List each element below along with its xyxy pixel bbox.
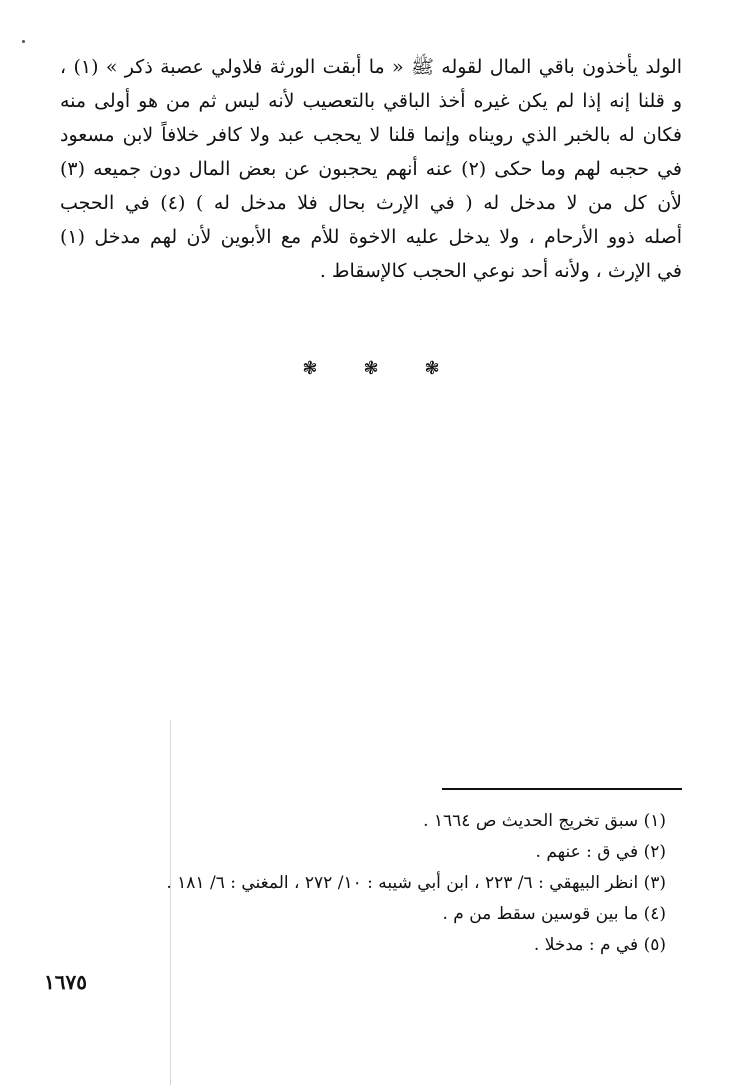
- body-line: فكان له بالخبر الذي رويناه وإنما قلنا لا يحجب عبد ولا كافر خلافاً لابن مسعود: [60, 124, 682, 146]
- body-line: الولد يأخذون باقي المال لقوله ﷺ « ما أبقت الورثة فلاولي عصبة ذكر » (١) ،: [60, 56, 682, 78]
- footnote-divider: [442, 788, 682, 790]
- footnote: (١) سبق تخريج الحديث ص ١٦٦٤ .: [423, 811, 666, 831]
- body-line: و قلنا إنه إذا لم يكن غيره أخذ الباقي بالتعصيب لأنه ليس ثم من هو أولى منه: [60, 90, 682, 112]
- asterism-icon: ❃: [302, 358, 318, 379]
- main-text: [60, 50, 682, 379]
- scan-speck: [22, 40, 25, 43]
- body-line: لأن كل من لا مدخل له ( في الإرث بحال فلا مدخل له ) (٤) في الحجب: [60, 192, 682, 214]
- asterism-icon: ❃: [363, 358, 379, 379]
- asterism-icon: ❃: [424, 358, 440, 379]
- footnote: (٤) ما بين قوسين سقط من م .: [442, 904, 666, 924]
- footnote: (٢) في ق : عنهم .: [535, 842, 666, 862]
- footnotes: [80, 806, 666, 961]
- body-line: في الإرث ، ولأنه أحد نوعي الحجب كالإسقاط .: [319, 260, 682, 282]
- footnote: (٣) انظر البيهقي : ٦/ ٢٢٣ ، ابن أبي شيبه : ١٠/ ٢٧٢ ، المغني : ٦/ ١٨١ .: [166, 873, 666, 893]
- body-line: أصله ذوو الأرحام ، ولا يدخل عليه الاخوة للأم مع الأبوين لأن لهم مدخل (١): [60, 226, 682, 248]
- section-separator: [60, 358, 682, 379]
- page-number: ١٦٧٥: [44, 970, 87, 994]
- footnote: (٥) في م : مدخلا .: [533, 935, 666, 955]
- body-line: في حجبه لهم وما حكى (٢) عنه أنهم يحجبون عن بعض المال دون جميعه (٣): [60, 158, 682, 180]
